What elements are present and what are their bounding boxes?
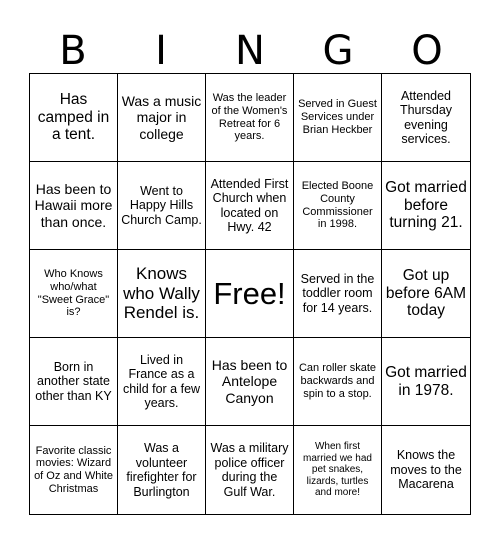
free-space-cell[interactable]: Free! <box>206 250 294 338</box>
bingo-cell[interactable]: Born in another state other than KY <box>30 338 118 426</box>
bingo-cell[interactable]: Elected Boone County Commissioner in 1998. <box>294 162 382 250</box>
header-letter-g: G <box>322 28 354 74</box>
bingo-cell[interactable]: Favorite classic movies: Wizard of Oz and White Christmas <box>30 426 118 514</box>
bingo-cell[interactable]: Who Knows who/what "Sweet Grace" is? <box>30 250 118 338</box>
bingo-cell[interactable]: Has camped in a tent. <box>30 74 118 162</box>
bingo-cell[interactable]: Knows who Wally Rendel is. <box>118 250 206 338</box>
header-letter-b: B <box>59 28 87 74</box>
bingo-cell[interactable]: Has been to Hawaii more than once. <box>30 162 118 250</box>
bingo-cell[interactable]: Got up before 6AM today <box>382 250 470 338</box>
bingo-cell[interactable]: Got married before turning 21. <box>382 162 470 250</box>
bingo-card-grid <box>29 73 471 515</box>
bingo-cell[interactable]: When first married we had pet snakes, lizards, turtles and more! <box>294 426 382 514</box>
header-letter-n: N <box>235 28 265 74</box>
bingo-cell[interactable]: Lived in France as a child for a few years. <box>118 338 206 426</box>
bingo-cell[interactable]: Has been to Antelope Canyon <box>206 338 294 426</box>
bingo-cell[interactable]: Attended First Church when located on Hwy. 42 <box>206 162 294 250</box>
bingo-cell[interactable]: Can roller skate backwards and spin to a stop. <box>294 338 382 426</box>
bingo-header <box>29 28 471 74</box>
bingo-cell[interactable]: Served in the toddler room for 14 years. <box>294 250 382 338</box>
bingo-cell[interactable]: Went to Happy Hills Church Camp. <box>118 162 206 250</box>
bingo-cell[interactable]: Served in Guest Services under Brian Heckber <box>294 74 382 162</box>
bingo-cell[interactable]: Knows the moves to the Macarena <box>390 448 462 492</box>
header-letter-i: I <box>155 28 167 74</box>
bingo-cell[interactable]: Was a military police officer during the Gulf War. <box>206 426 294 514</box>
bingo-cell[interactable]: Was the leader of the Women's Retreat for 6 years. <box>206 74 294 162</box>
header-letter-o: O <box>411 28 443 74</box>
bingo-cell[interactable]: Attended Thursday evening services. <box>382 74 470 162</box>
bingo-cell[interactable]: Was a music major in college <box>118 74 206 162</box>
bingo-cell[interactable]: Got married in 1978. <box>382 338 470 426</box>
bingo-cell[interactable]: Was a volunteer firefighter for Burlington <box>118 426 206 514</box>
